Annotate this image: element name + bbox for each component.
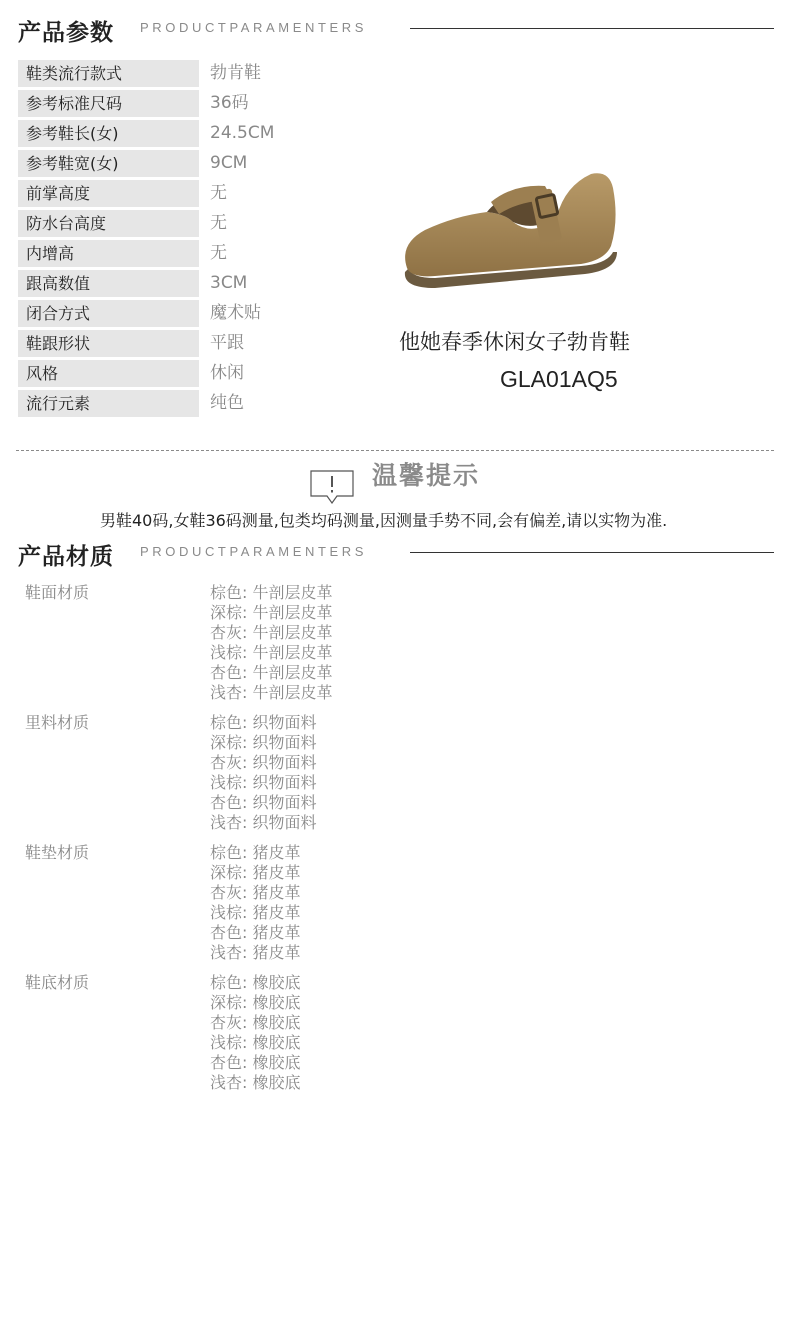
separator: :: [242, 603, 253, 622]
material-value: [210, 663, 625, 683]
material-name: 牛剖层皮革: [252, 603, 333, 622]
param-label: 内增高: [18, 240, 199, 267]
material-name: 织物面料: [252, 733, 317, 752]
exclamation-speech-bubble-icon: [310, 470, 354, 504]
material-value: [210, 843, 625, 863]
material-color: 深棕: [210, 993, 243, 1012]
material-color: 棕色: [210, 843, 243, 862]
separator: :: [242, 883, 253, 902]
material-group: [25, 843, 625, 963]
material-value: [210, 1013, 625, 1033]
material-label: 鞋底材质: [25, 973, 90, 992]
materials-list: [25, 583, 625, 1103]
material-color: 浅棕: [210, 643, 243, 662]
param-row: [18, 60, 398, 90]
section-header-params: [0, 8, 790, 48]
separator: :: [242, 663, 253, 682]
param-row: [18, 90, 398, 120]
param-row: [18, 390, 398, 420]
material-value: [210, 793, 625, 813]
param-value: 无: [210, 243, 227, 263]
material-name: 猪皮革: [252, 923, 301, 942]
material-name: 猪皮革: [252, 883, 301, 902]
material-value: [210, 773, 625, 793]
material-name: 橡胶底: [252, 1013, 301, 1032]
material-color: 杏色: [210, 793, 243, 812]
separator: :: [242, 973, 253, 992]
separator: :: [242, 903, 253, 922]
param-value: 24.5CM: [210, 123, 275, 143]
material-name: 橡胶底: [252, 1073, 301, 1092]
param-value: 魔术贴: [210, 303, 261, 323]
product-shoe-image: [395, 160, 625, 300]
param-row: [18, 180, 398, 210]
separator: :: [242, 623, 253, 642]
separator: :: [242, 813, 253, 832]
material-value: [210, 943, 625, 963]
material-color: 深棕: [210, 863, 243, 882]
material-value: [210, 1073, 625, 1093]
material-color: 杏灰: [210, 883, 243, 902]
separator: :: [242, 1073, 253, 1092]
separator: :: [242, 923, 253, 942]
material-color: 棕色: [210, 583, 243, 602]
param-label: 流行元素: [18, 390, 199, 417]
product-code: GLA01AQ5: [500, 366, 618, 392]
material-value: [210, 883, 625, 903]
separator: :: [242, 753, 253, 772]
material-value: [210, 603, 625, 623]
param-label: 防水台高度: [18, 210, 199, 237]
material-group: [25, 973, 625, 1093]
section-rule: [410, 28, 774, 29]
param-value: 纯色: [210, 393, 244, 413]
material-name: 牛剖层皮革: [252, 683, 333, 702]
separator: :: [242, 1033, 253, 1052]
separator: :: [242, 793, 253, 812]
material-color: 杏灰: [210, 623, 243, 642]
section-title: 产品参数: [18, 20, 114, 46]
param-row: [18, 120, 398, 150]
material-color: 浅棕: [210, 1033, 243, 1052]
material-value: [210, 713, 625, 733]
material-color: 浅杏: [210, 813, 243, 832]
material-value: [210, 733, 625, 753]
param-value: 36码: [210, 93, 249, 113]
material-name: 牛剖层皮革: [252, 623, 333, 642]
material-color: 深棕: [210, 733, 243, 752]
separator: :: [242, 993, 253, 1012]
param-label: 前掌高度: [18, 180, 199, 207]
section-rule: [410, 552, 774, 553]
material-color: 棕色: [210, 973, 243, 992]
param-row: [18, 360, 398, 390]
material-name: 猪皮革: [252, 903, 301, 922]
material-color: 深棕: [210, 603, 243, 622]
param-row: [18, 270, 398, 300]
param-value: 休闲: [210, 363, 244, 383]
material-value: [210, 863, 625, 883]
material-name: 橡胶底: [252, 1053, 301, 1072]
material-name: 织物面料: [252, 813, 317, 832]
section-title: 产品材质: [18, 544, 114, 570]
separator: :: [242, 843, 253, 862]
material-value: [210, 1053, 625, 1073]
param-value: 9CM: [210, 153, 248, 173]
material-color: 浅杏: [210, 683, 243, 702]
material-value: [210, 683, 625, 703]
param-label: 跟高数值: [18, 270, 199, 297]
param-value: 3CM: [210, 273, 248, 293]
param-label: 参考标准尺码: [18, 90, 199, 117]
separator: :: [242, 773, 253, 792]
material-label: 鞋面材质: [25, 583, 90, 602]
material-value: [210, 903, 625, 923]
material-name: 织物面料: [252, 793, 317, 812]
separator: :: [242, 683, 253, 702]
material-name: 织物面料: [252, 773, 317, 792]
separator: :: [242, 583, 253, 602]
material-color: 棕色: [210, 713, 243, 732]
material-name: 牛剖层皮革: [252, 643, 333, 662]
material-label: 里料材质: [25, 713, 90, 732]
param-row: [18, 330, 398, 360]
param-value: 无: [210, 213, 227, 233]
material-name: 猪皮革: [252, 863, 301, 882]
material-value: [210, 993, 625, 1013]
separator: :: [242, 1013, 253, 1032]
material-color: 浅棕: [210, 773, 243, 792]
param-label: 参考鞋宽(女): [18, 150, 199, 177]
material-value: [210, 583, 625, 603]
material-color: 浅杏: [210, 943, 243, 962]
material-group: [25, 713, 625, 833]
param-row: [18, 300, 398, 330]
material-name: 橡胶底: [252, 993, 301, 1012]
material-value: [210, 643, 625, 663]
material-color: 杏灰: [210, 1013, 243, 1032]
material-label: 鞋垫材质: [25, 843, 90, 862]
material-value: [210, 813, 625, 833]
param-row: [18, 150, 398, 180]
tip-title: 温馨提示: [372, 461, 481, 490]
material-value: [210, 973, 625, 993]
material-group: [25, 583, 625, 703]
material-name: 猪皮革: [252, 943, 301, 962]
separator: :: [242, 1053, 253, 1072]
material-value: [210, 923, 625, 943]
separator: :: [242, 643, 253, 662]
separator: :: [242, 943, 253, 962]
material-color: 杏灰: [210, 753, 243, 772]
material-name: 牛剖层皮革: [252, 583, 333, 602]
material-name: 橡胶底: [252, 1033, 301, 1052]
param-label: 参考鞋长(女): [18, 120, 199, 147]
param-value: 勃肯鞋: [210, 63, 261, 83]
material-color: 浅杏: [210, 1073, 243, 1092]
material-color: 杏色: [210, 923, 243, 942]
param-row: [18, 240, 398, 270]
material-name: 猪皮革: [252, 843, 301, 862]
param-label: 鞋跟形状: [18, 330, 199, 357]
param-label: 闭合方式: [18, 300, 199, 327]
material-value: [210, 623, 625, 643]
separator: :: [242, 733, 253, 752]
material-value: [210, 753, 625, 773]
section-subtitle: PRODUCTPARAMENTERS: [140, 544, 368, 559]
material-name: 橡胶底: [252, 973, 301, 992]
material-color: 杏色: [210, 1053, 243, 1072]
tip-text: 男鞋40码,女鞋36码测量,包类均码测量,因测量手势不同,会有偏差,请以实物为准.: [100, 511, 668, 530]
material-name: 牛剖层皮革: [252, 663, 333, 682]
param-label: 风格: [18, 360, 199, 387]
param-label: 鞋类流行款式: [18, 60, 199, 87]
separator: :: [242, 863, 253, 882]
material-color: 浅棕: [210, 903, 243, 922]
param-row: [18, 210, 398, 240]
params-table: [18, 60, 398, 420]
material-name: 织物面料: [252, 753, 317, 772]
material-name: 织物面料: [252, 713, 317, 732]
product-name: 他她春季休闲女子勃肯鞋: [399, 330, 630, 354]
dashed-divider: [16, 450, 774, 451]
param-value: 平跟: [210, 333, 244, 353]
material-color: 杏色: [210, 663, 243, 682]
separator: :: [242, 713, 253, 732]
material-value: [210, 1033, 625, 1053]
section-header-materials: [0, 532, 790, 572]
param-value: 无: [210, 183, 227, 203]
section-subtitle: PRODUCTPARAMENTERS: [140, 20, 368, 35]
